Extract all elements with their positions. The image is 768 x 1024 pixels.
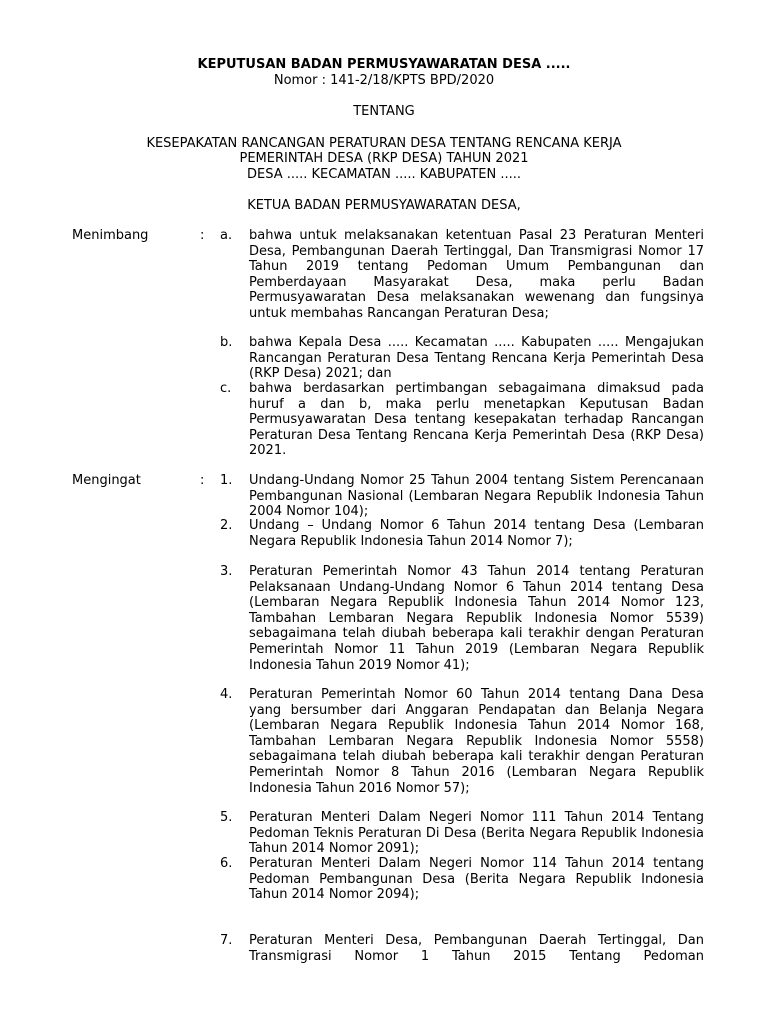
mengingat-item-6	[220, 856, 704, 903]
list-item-text: Peraturan Menteri Dalam Negeri Nomor 111 Tahun 2014 Tentang Pedoman Teknis Peraturan Di Desa (Berita Negara Republik Indonesia Tahun 2014 Nomor 2091);	[249, 810, 704, 857]
menimbang-item-c	[220, 381, 704, 459]
list-marker: 4.	[220, 687, 233, 702]
mengingat-item-7	[220, 933, 704, 964]
mengingat-item-5	[220, 810, 704, 857]
list-item-text: Undang-Undang Nomor 25 Tahun 2004 tentang Sistem Perencanaan Pembangunan Nasional (Lembaran Negara Republik Indonesia Tahun 2004 Nomor 104);	[249, 473, 704, 520]
ketua-heading: KETUA BADAN PERMUSYAWARATAN DESA,	[247, 198, 521, 213]
subject-line-3: DESA ..... KECAMATAN ..... KABUPATEN .....	[246, 167, 521, 182]
list-marker: 3.	[220, 564, 233, 579]
menimbang-label: Menimbang	[72, 228, 149, 243]
subject-line-2: PEMERINTAH DESA (RKP DESA) TAHUN 2021	[239, 151, 529, 166]
document-title: KEPUTUSAN BADAN PERMUSYAWARATAN DESA .....	[197, 57, 571, 72]
mengingat-item-4	[220, 687, 704, 796]
list-item-text: Peraturan Pemerintah Nomor 60 Tahun 2014 tentang Dana Desa yang bersumber dari Anggaran Pendapatan dan Belanja Negara (Lembaran Negara Republik Indonesia Tahun 2014 Nomor 168, Tambahan Lembaran Negara Republik Indonesia Nomor 5558) sebagaimana telah diubah beberapa kali terakhir dengan Peraturan Pemerintah Nomor 8 Tahun 2016 (Lembaran Negara Republik Indonesia Tahun 2016 Nomor 57);	[249, 687, 704, 796]
document-number: Nomor : 141-2/18/KPTS BPD/2020	[273, 73, 495, 88]
menimbang-item-a	[220, 228, 704, 322]
menimbang-item-b	[220, 335, 704, 382]
mengingat-colon: :	[200, 473, 205, 488]
list-item-text: Peraturan Menteri Desa, Pembangunan Daerah Tertinggal, Dan Transmigrasi Nomor 1 Tahun 2015 Tentang Pedoman	[249, 933, 704, 964]
list-marker: 6.	[220, 856, 233, 871]
list-item-text: Undang – Undang Nomor 6 Tahun 2014 tentang Desa (Lembaran Negara Republik Indonesia Tahun 2014 Nomor 7);	[249, 518, 704, 549]
list-marker: 7.	[220, 933, 233, 948]
subject-line-1: KESEPAKATAN RANCANGAN PERATURAN DESA TENTANG RENCANA KERJA	[146, 136, 622, 151]
mengingat-item-1	[220, 473, 704, 520]
list-marker: c.	[220, 381, 232, 396]
list-marker: 5.	[220, 810, 233, 825]
list-marker: b.	[220, 335, 233, 350]
mengingat-item-3	[220, 564, 704, 673]
mengingat-label: Mengingat	[72, 473, 141, 488]
list-item-text: Peraturan Menteri Dalam Negeri Nomor 114 Tahun 2014 tentang Pedoman Pembangunan Desa (Berita Negara Republik Indonesia Tahun 2014 Nomor 2094);	[249, 856, 704, 903]
list-marker: 2.	[220, 518, 233, 533]
mengingat-item-2	[220, 518, 704, 549]
list-marker: 1.	[220, 473, 233, 488]
list-item-text: Peraturan Pemerintah Nomor 43 Tahun 2014 tentang Peraturan Pelaksanaan Undang-Undang Nomor 6 Tahun 2014 tentang Desa (Lembaran Negara Republik Indonesia Tahun 2014 Nomor 123, Tambahan Lembaran Negara Republik Indonesia Nomor 5539) sebagaimana telah diubah beberapa kali terakhir dengan Peraturan Pemerintah Nomor 11 Tahun 2019 (Lembaran Negara Republik Indonesia Tahun 2019 Nomor 41);	[249, 564, 704, 673]
list-item-text: bahwa untuk melaksanakan ketentuan Pasal 23 Peraturan Menteri Desa, Pembangunan Daerah Tertinggal, Dan Transmigrasi Nomor 17 Tahun 2019 tentang Pedoman Umum Pembangunan dan Pemberdayaan Masyarakat Desa, maka perlu Badan Permusyawaratan Desa melaksanakan wewenang dan fungsinya untuk membahas Rancangan Peraturan Desa;	[249, 228, 704, 321]
list-item-text: bahwa Kepala Desa ..... Kecamatan ..... Kabupaten ..... Mengajukan Rancangan Peraturan Desa Tentang Rencana Kerja Pemerintah Desa (RKP Desa) 2021; dan	[249, 335, 704, 382]
list-item-text: bahwa berdasarkan pertimbangan sebagaimana dimaksud pada huruf a dan b, maka perlu menetapkan Keputusan Badan Permusyawaratan Desa tentang kesepakatan terhadap Rancangan Peraturan Desa Tentang Rencana Kerja Pemerintah Desa (RKP Desa) 2021.	[249, 381, 704, 459]
menimbang-colon: :	[200, 228, 205, 243]
tentang-heading: TENTANG	[353, 104, 415, 119]
list-marker: a.	[220, 228, 233, 243]
